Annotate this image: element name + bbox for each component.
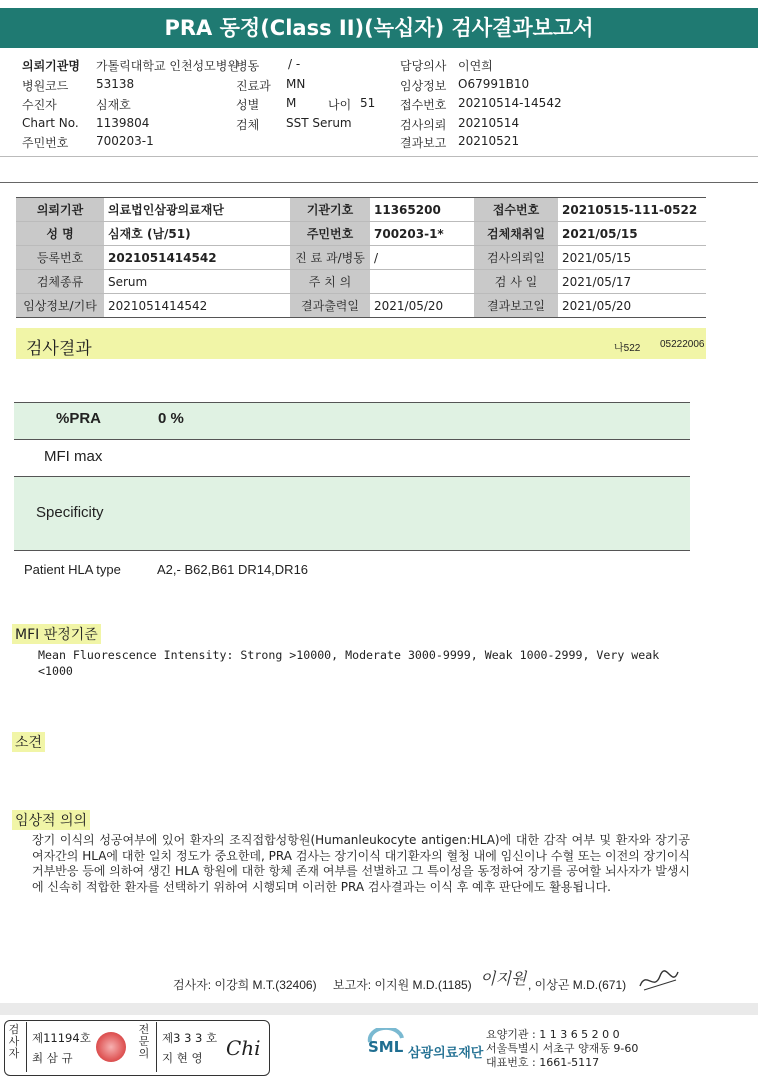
table-row	[16, 198, 706, 222]
cell-value: 2021051414542	[104, 246, 290, 270]
clinical-info-label: 임상정보	[400, 79, 447, 93]
header-divider	[0, 156, 758, 157]
reporter-handwritten-signature: 이지원	[480, 969, 527, 988]
institution-address: 서울특별시 서초구 양재동 9-60	[486, 1042, 639, 1055]
table-row	[16, 222, 706, 246]
patient-label: 수진자	[22, 98, 57, 112]
table-row	[16, 294, 706, 318]
result-code: 나522	[614, 343, 641, 354]
clinical-heading: 임상적 의의	[12, 810, 90, 830]
cell-key: 결과보고일	[474, 294, 558, 318]
cell-key: 검 사 일	[474, 270, 558, 294]
cell-key: 성 명	[16, 222, 104, 246]
specificity-bottom-line	[14, 550, 690, 551]
request-label: 검사의뢰	[400, 118, 447, 132]
result-heading-bar	[16, 328, 706, 359]
age-value: 51	[360, 96, 376, 110]
stamp-name-1: 최 삼 규	[32, 1051, 73, 1065]
registry-table	[16, 197, 706, 318]
clinical-text: 장기 이식의 성공여부에 있어 환자의 조직접합성항원(Humanleukocyte antigen:HLA)에 대한 감작 여부 및 환자와 장기공여자간의 HLA에 대한 일치 정도가 중요한데, PRA 검사는 장기이식 대기환자의 혈청 내에 임신이나 수혈 또는 이전의 장기이식 거부반응 등에 의하여 생긴 HLA 항원에 대한 항체 존재 여부를 선별하고 그 특이성을 동정하여 장기를 공여할 뇌사자가 발생시에 신속히 적합한 환자를 선택하기 위하여 시행되며 이러한 PRA 검사결과는 이식 후 예후 판단에도 활용됩니다.	[32, 833, 690, 894]
age-label: 나이	[328, 98, 352, 112]
cell-key: 결과출력일	[290, 294, 370, 318]
pra-bottom-line	[14, 439, 690, 440]
report-date-label: 결과보고	[400, 136, 447, 150]
rrn-label: 주민번호	[22, 136, 69, 150]
dept-value: MN	[286, 77, 306, 91]
cell-key: 진 료 과/병동	[290, 246, 370, 270]
stamp-number-2: 제3 3 3 호	[162, 1031, 218, 1045]
cell-value: 2021/05/15	[558, 246, 706, 270]
handwritten-signature-icon	[636, 966, 682, 994]
ward-value: / -	[288, 57, 301, 71]
cell-value	[370, 270, 474, 294]
hospital-code-value: 53138	[96, 77, 135, 91]
cell-key: 임상정보/기타	[16, 294, 104, 318]
cell-value: /	[370, 246, 474, 270]
mfi-criteria-heading: MFI 판정기준	[12, 624, 101, 644]
rrn-value: 700203-1	[96, 134, 154, 148]
hla-type-label: Patient HLA type	[24, 562, 121, 577]
chart-value: 1139804	[96, 116, 150, 130]
cell-key: 검사의뢰일	[474, 246, 558, 270]
mfi-max-label: MFI max	[44, 448, 103, 465]
stamp-handwritten-signature: Chi	[226, 1036, 261, 1060]
third-signature: , 이상곤 M.D.(671)	[528, 978, 627, 992]
institution-value: 가톨릭대학교 인천성모병원	[96, 59, 239, 73]
clinical-info-value: O67991B10	[458, 77, 530, 91]
cell-key: 접수번호	[474, 198, 558, 222]
opinion-heading: 소견	[12, 732, 45, 752]
pra-value: 0 %	[158, 410, 184, 427]
specimen-label: 검체	[236, 118, 260, 132]
doctor-value: 이연희	[458, 59, 493, 73]
reporter-signature: 보고자: 이지원 M.D.(1185)	[333, 978, 472, 992]
cell-value: 2021/05/15	[558, 222, 706, 246]
report-title: PRA 동정(Class II)(녹십자) 검사결과보고서	[0, 8, 758, 48]
dept-label: 진료과	[236, 79, 271, 93]
specificity-band	[14, 476, 690, 550]
logo-name: 삼광의료재단	[408, 1046, 484, 1061]
patient-value: 심재호	[96, 98, 131, 112]
stamp-number-1: 제11194호	[32, 1031, 91, 1045]
table-row	[16, 270, 706, 294]
specificity-top-line	[14, 476, 690, 477]
cell-value: 2021/05/20	[370, 294, 474, 318]
cell-value: 심재호 (남/51)	[104, 222, 290, 246]
cell-key: 기관기호	[290, 198, 370, 222]
cell-key: 주민번호	[290, 222, 370, 246]
seal-icon	[96, 1032, 126, 1062]
cell-value: 2021/05/17	[558, 270, 706, 294]
pra-band	[14, 402, 690, 439]
ward-label: 병동	[236, 59, 260, 73]
cell-key: 의뢰기관	[16, 198, 104, 222]
request-value: 20210514	[458, 116, 520, 130]
footer-band	[0, 1003, 758, 1015]
sex-value: M	[286, 96, 297, 110]
pra-label: %PRA	[56, 410, 102, 427]
hospital-code-label: 병원코드	[22, 79, 69, 93]
specificity-label: Specificity	[36, 504, 104, 521]
result-date: 05222006	[660, 339, 705, 350]
cell-value: 700203-1*	[370, 222, 474, 246]
receipt-value: 20210514-14542	[458, 96, 562, 110]
tester-signature: 검사자: 이강희 M.T.(32406)	[173, 978, 317, 992]
stamp-vertical-label-1: 검 사 자	[8, 1023, 20, 1060]
hla-type-value: A2,- B62,B61 DR14,DR16	[157, 562, 309, 577]
cell-key: 등록번호	[16, 246, 104, 270]
cell-value: Serum	[104, 270, 290, 294]
stamp-divider	[26, 1022, 27, 1072]
institution-phone: 대표번호 : 1661-5117	[486, 1056, 600, 1069]
cell-value: 20210515-111-0522	[558, 198, 706, 222]
sex-label: 성별	[236, 98, 260, 112]
logo-mark: SML	[368, 1038, 404, 1056]
specimen-value: SST Serum	[286, 116, 352, 130]
mfi-criteria-line1: Mean Fluorescence Intensity: Strong >10000, Moderate 3000-9999, Weak 1000-2999, Very weak	[38, 648, 660, 662]
report-date-value: 20210521	[458, 134, 520, 148]
cell-value: 의료법인삼광의료재단	[104, 198, 290, 222]
cell-key: 주 치 의	[290, 270, 370, 294]
cell-key: 검체종류	[16, 270, 104, 294]
receipt-label: 접수번호	[400, 98, 447, 112]
cell-value: 11365200	[370, 198, 474, 222]
doctor-label: 담당의사	[400, 59, 447, 73]
cell-key: 검체채취일	[474, 222, 558, 246]
cell-value: 2021/05/20	[558, 294, 706, 318]
section-divider	[0, 182, 758, 183]
chart-label: Chart No.	[22, 116, 79, 130]
table-row	[16, 246, 706, 270]
mfi-criteria-line2: <1000	[38, 664, 73, 678]
institution-code: 요양기관 : 1 1 3 6 5 2 0 0	[486, 1028, 620, 1041]
stamp-divider	[156, 1022, 157, 1072]
stamp-vertical-label-2: 전 문 의	[138, 1023, 150, 1060]
result-heading: 검사결과	[26, 339, 92, 359]
stamp-name-2: 지 현 영	[162, 1051, 203, 1065]
cell-value: 2021051414542	[104, 294, 290, 318]
institution-label-bold: 의뢰기관명	[22, 59, 80, 73]
pra-top-line	[14, 402, 690, 403]
